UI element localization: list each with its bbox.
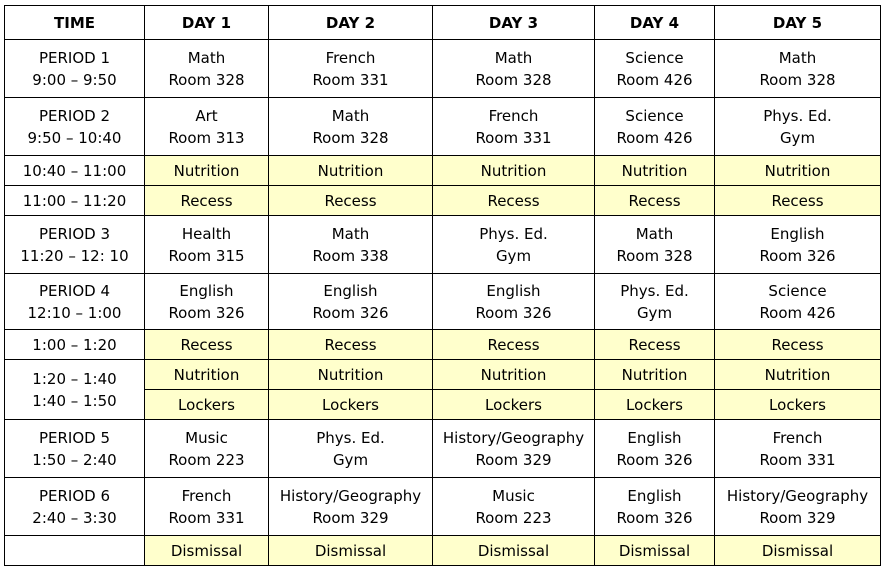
schedule-cell-day-3 [433, 330, 595, 360]
schedule-table [4, 5, 881, 566]
schedule-cell-day-2 [269, 274, 433, 330]
schedule-cell-day-5 [715, 186, 881, 216]
schedule-cell-day-1-line-1: French [181, 486, 232, 505]
schedule-cell-day-4 [595, 478, 715, 536]
time-cell-line-2: 2:40 – 3:30 [32, 508, 117, 527]
schedule-cell-day-1-line-1: Art [195, 106, 218, 125]
schedule-cell-day-2-line-1: Nutrition [317, 161, 384, 180]
schedule-cell-day-1-line-2: Room 326 [168, 303, 245, 322]
schedule-cell-day-4-line-2: Room 426 [616, 128, 693, 147]
time-cell-line-2: 11:20 – 12: 10 [20, 246, 129, 265]
schedule-cell-day-3 [433, 216, 595, 274]
schedule-cell-day-1-line-1: Recess [180, 335, 233, 354]
schedule-cell-day-3 [433, 274, 595, 330]
time-cell-line-1: 10:40 – 11:00 [22, 161, 127, 180]
schedule-cell-day-1 [145, 390, 269, 420]
time-cell-line-1: PERIOD 6 [38, 486, 111, 505]
schedule-cell-day-3-line-2: Room 223 [475, 508, 552, 527]
schedule-cell-day-3-line-2: Gym [495, 246, 532, 265]
time-cell-line-2: 12:10 – 1:00 [27, 303, 122, 322]
schedule-cell-day-5 [715, 360, 881, 390]
schedule-cell-day-1-line-2: Room 315 [168, 246, 245, 265]
header-day-2: DAY 2 [269, 6, 433, 40]
schedule-cell-day-4-line-2: Room 328 [616, 246, 693, 265]
header-time: TIME [5, 6, 145, 40]
schedule-cell-day-5-line-1: English [770, 224, 825, 243]
schedule-cell-day-4 [595, 98, 715, 156]
schedule-cell-day-4-line-1: English [627, 486, 682, 505]
schedule-cell-day-1-line-1: Nutrition [173, 365, 240, 384]
schedule-cell-day-5-line-2: Room 328 [759, 70, 836, 89]
schedule-cell-day-2 [269, 186, 433, 216]
schedule-cell-day-1-line-1: Nutrition [173, 161, 240, 180]
schedule-cell-day-4 [595, 216, 715, 274]
schedule-cell-day-2 [269, 156, 433, 186]
schedule-cell-day-4-line-2: Room 326 [616, 508, 693, 527]
header-day-4: DAY 4 [595, 6, 715, 40]
schedule-cell-day-5 [715, 390, 881, 420]
table-row [5, 330, 881, 360]
table-row [5, 536, 881, 566]
time-cell [5, 40, 145, 98]
time-cell-line-1: 11:00 – 11:20 [22, 191, 127, 210]
schedule-cell-day-3 [433, 420, 595, 478]
schedule-cell-day-5-line-2: Room 326 [759, 246, 836, 265]
time-cell-line-2: 9:00 – 9:50 [32, 70, 117, 89]
schedule-cell-day-4-line-1: Recess [628, 335, 681, 354]
table-row [5, 420, 881, 478]
time-cell-line-1: PERIOD 1 [38, 48, 111, 67]
schedule-cell-day-2 [269, 216, 433, 274]
schedule-cell-day-5-line-1: Lockers [769, 395, 826, 414]
schedule-cell-day-4-line-1: Science [625, 106, 684, 125]
schedule-cell-day-4-line-1: Nutrition [621, 365, 688, 384]
schedule-cell-day-5-line-1: Dismissal [761, 541, 834, 560]
header-row [5, 6, 881, 40]
schedule-cell-day-1 [145, 40, 269, 98]
schedule-cell-day-4-line-2: Room 326 [616, 450, 693, 469]
schedule-cell-day-1-line-2: Room 328 [168, 70, 245, 89]
schedule-cell-day-4-line-2: Gym [636, 303, 673, 322]
schedule-cell-day-2-line-1: Math [331, 106, 370, 125]
schedule-cell-day-4-line-1: Phys. Ed. [620, 281, 689, 300]
schedule-cell-day-5-line-1: Science [768, 281, 827, 300]
schedule-cell-day-4 [595, 330, 715, 360]
time-cell [5, 156, 145, 186]
table-row [5, 186, 881, 216]
schedule-cell-day-5-line-2: Room 331 [759, 450, 836, 469]
schedule-cell-day-5-line-1: Nutrition [764, 161, 831, 180]
schedule-cell-day-1-line-1: Music [185, 428, 228, 447]
time-cell [5, 360, 145, 420]
schedule-cell-day-1-line-1: Recess [180, 191, 233, 210]
schedule-cell-day-1 [145, 330, 269, 360]
time-cell [5, 420, 145, 478]
schedule-cell-day-3-line-1: History/Geography [442, 428, 585, 447]
time-cell [5, 330, 145, 360]
schedule-cell-day-3 [433, 360, 595, 390]
schedule-cell-day-1-line-1: Lockers [178, 395, 235, 414]
schedule-cell-day-3-line-1: Nutrition [480, 365, 547, 384]
schedule-cell-day-3-line-1: Phys. Ed. [479, 224, 548, 243]
schedule-cell-day-1 [145, 536, 269, 566]
time-cell-line-1: PERIOD 2 [38, 106, 111, 125]
schedule-cell-day-2-line-1: French [325, 48, 376, 67]
schedule-cell-day-2-line-1: Math [331, 224, 370, 243]
schedule-cell-day-2-line-1: History/Geography [279, 486, 422, 505]
schedule-cell-day-4 [595, 156, 715, 186]
schedule-cell-day-3-line-2: Room 329 [475, 450, 552, 469]
schedule-body [5, 40, 881, 566]
table-row [5, 216, 881, 274]
schedule-cell-day-5-line-1: French [772, 428, 823, 447]
schedule-cell-day-4 [595, 360, 715, 390]
schedule-cell-day-1-line-2: Room 313 [168, 128, 245, 147]
schedule-cell-day-2-line-1: Lockers [322, 395, 379, 414]
schedule-cell-day-2 [269, 536, 433, 566]
schedule-cell-day-2 [269, 330, 433, 360]
schedule-cell-day-4 [595, 390, 715, 420]
schedule-cell-day-2 [269, 390, 433, 420]
schedule-cell-day-3-line-1: Lockers [485, 395, 542, 414]
schedule-cell-day-5-line-1: Phys. Ed. [763, 106, 832, 125]
schedule-cell-day-2-line-2: Room 338 [312, 246, 389, 265]
schedule-cell-day-5 [715, 274, 881, 330]
schedule-cell-day-1-line-2: Room 223 [168, 450, 245, 469]
schedule-cell-day-5-line-1: History/Geography [726, 486, 869, 505]
header-day-5: DAY 5 [715, 6, 881, 40]
schedule-cell-day-3 [433, 536, 595, 566]
schedule-cell-day-4 [595, 186, 715, 216]
time-cell [5, 216, 145, 274]
time-cell [5, 536, 145, 566]
time-cell-line-2: 1:40 – 1:50 [32, 391, 117, 410]
schedule-cell-day-2 [269, 40, 433, 98]
schedule-cell-day-1 [145, 420, 269, 478]
time-cell-line-2: 1:50 – 2:40 [32, 450, 117, 469]
schedule-cell-day-5 [715, 536, 881, 566]
schedule-cell-day-3-line-1: French [488, 106, 539, 125]
schedule-cell-day-4 [595, 420, 715, 478]
table-row [5, 156, 881, 186]
schedule-cell-day-3-line-1: Music [492, 486, 535, 505]
time-cell-line-1: 1:20 – 1:40 [32, 369, 117, 388]
schedule-cell-day-2-line-1: Dismissal [314, 541, 387, 560]
header-day-1: DAY 1 [145, 6, 269, 40]
schedule-cell-day-3 [433, 156, 595, 186]
schedule-cell-day-2-line-1: Recess [324, 191, 377, 210]
schedule-cell-day-3-line-2: Room 331 [475, 128, 552, 147]
schedule-cell-day-5-line-1: Math [778, 48, 817, 67]
schedule-cell-day-4-line-1: Lockers [626, 395, 683, 414]
schedule-cell-day-1-line-1: Math [187, 48, 226, 67]
schedule-cell-day-5-line-2: Room 329 [759, 508, 836, 527]
schedule-cell-day-3-line-1: Math [494, 48, 533, 67]
schedule-cell-day-1 [145, 98, 269, 156]
schedule-cell-day-4 [595, 536, 715, 566]
schedule-cell-day-5-line-1: Recess [771, 335, 824, 354]
schedule-cell-day-2 [269, 420, 433, 478]
time-cell-line-1: PERIOD 4 [38, 281, 111, 300]
schedule-cell-day-5 [715, 330, 881, 360]
schedule-cell-day-3-line-1: English [486, 281, 541, 300]
table-row [5, 478, 881, 536]
time-cell [5, 98, 145, 156]
schedule-cell-day-4 [595, 40, 715, 98]
schedule-cell-day-5 [715, 420, 881, 478]
schedule-cell-day-4-line-1: Nutrition [621, 161, 688, 180]
schedule-cell-day-4-line-2: Room 426 [616, 70, 693, 89]
schedule-cell-day-5-line-2: Gym [779, 128, 816, 147]
schedule-cell-day-5 [715, 156, 881, 186]
schedule-cell-day-1 [145, 216, 269, 274]
table-row [5, 274, 881, 330]
schedule-cell-day-3-line-1: Recess [487, 335, 540, 354]
schedule-cell-day-3-line-1: Recess [487, 191, 540, 210]
time-cell [5, 186, 145, 216]
schedule-cell-day-2-line-1: Recess [324, 335, 377, 354]
schedule-cell-day-4-line-1: Dismissal [618, 541, 691, 560]
time-cell [5, 274, 145, 330]
table-row [5, 98, 881, 156]
header-day-3: DAY 3 [433, 6, 595, 40]
schedule-cell-day-1-line-1: English [179, 281, 234, 300]
schedule-cell-day-3 [433, 186, 595, 216]
schedule-cell-day-3-line-1: Dismissal [477, 541, 550, 560]
time-cell-line-1: 1:00 – 1:20 [32, 335, 117, 354]
schedule-cell-day-5-line-1: Nutrition [764, 365, 831, 384]
schedule-cell-day-3-line-2: Room 326 [475, 303, 552, 322]
schedule-cell-day-4-line-1: Recess [628, 191, 681, 210]
schedule-cell-day-5 [715, 98, 881, 156]
schedule-cell-day-3 [433, 98, 595, 156]
schedule-cell-day-5-line-1: Recess [771, 191, 824, 210]
schedule-cell-day-2-line-2: Room 328 [312, 128, 389, 147]
schedule-cell-day-4 [595, 274, 715, 330]
schedule-cell-day-5-line-2: Room 426 [759, 303, 836, 322]
schedule-cell-day-4-line-1: English [627, 428, 682, 447]
schedule-cell-day-2-line-2: Room 329 [312, 508, 389, 527]
schedule-cell-day-1 [145, 274, 269, 330]
schedule-cell-day-4-line-1: Math [635, 224, 674, 243]
schedule-cell-day-3 [433, 478, 595, 536]
table-row [5, 40, 881, 98]
schedule-cell-day-3 [433, 40, 595, 98]
time-cell [5, 478, 145, 536]
schedule-cell-day-2-line-2: Gym [332, 450, 369, 469]
schedule-cell-day-2 [269, 360, 433, 390]
schedule-cell-day-5 [715, 478, 881, 536]
time-cell-line-1: PERIOD 3 [38, 224, 111, 243]
schedule-cell-day-2-line-1: Phys. Ed. [316, 428, 385, 447]
schedule-cell-day-2-line-1: English [323, 281, 378, 300]
schedule-cell-day-1-line-1: Health [181, 224, 232, 243]
schedule-cell-day-3-line-2: Room 328 [475, 70, 552, 89]
schedule-cell-day-1 [145, 478, 269, 536]
schedule-cell-day-1 [145, 156, 269, 186]
schedule-cell-day-2 [269, 478, 433, 536]
schedule-cell-day-2 [269, 98, 433, 156]
table-row [5, 360, 881, 390]
schedule-cell-day-3-line-1: Nutrition [480, 161, 547, 180]
schedule-cell-day-3 [433, 390, 595, 420]
schedule-cell-day-1-line-2: Room 331 [168, 508, 245, 527]
schedule-cell-day-2-line-2: Room 331 [312, 70, 389, 89]
schedule-cell-day-4-line-1: Science [625, 48, 684, 67]
schedule-cell-day-1 [145, 360, 269, 390]
schedule-cell-day-2-line-2: Room 326 [312, 303, 389, 322]
time-cell-line-1: PERIOD 5 [38, 428, 111, 447]
schedule-cell-day-5 [715, 216, 881, 274]
schedule-cell-day-2-line-1: Nutrition [317, 365, 384, 384]
time-cell-line-2: 9:50 – 10:40 [27, 128, 122, 147]
schedule-cell-day-1-line-1: Dismissal [170, 541, 243, 560]
schedule-cell-day-1 [145, 186, 269, 216]
schedule-cell-day-5 [715, 40, 881, 98]
